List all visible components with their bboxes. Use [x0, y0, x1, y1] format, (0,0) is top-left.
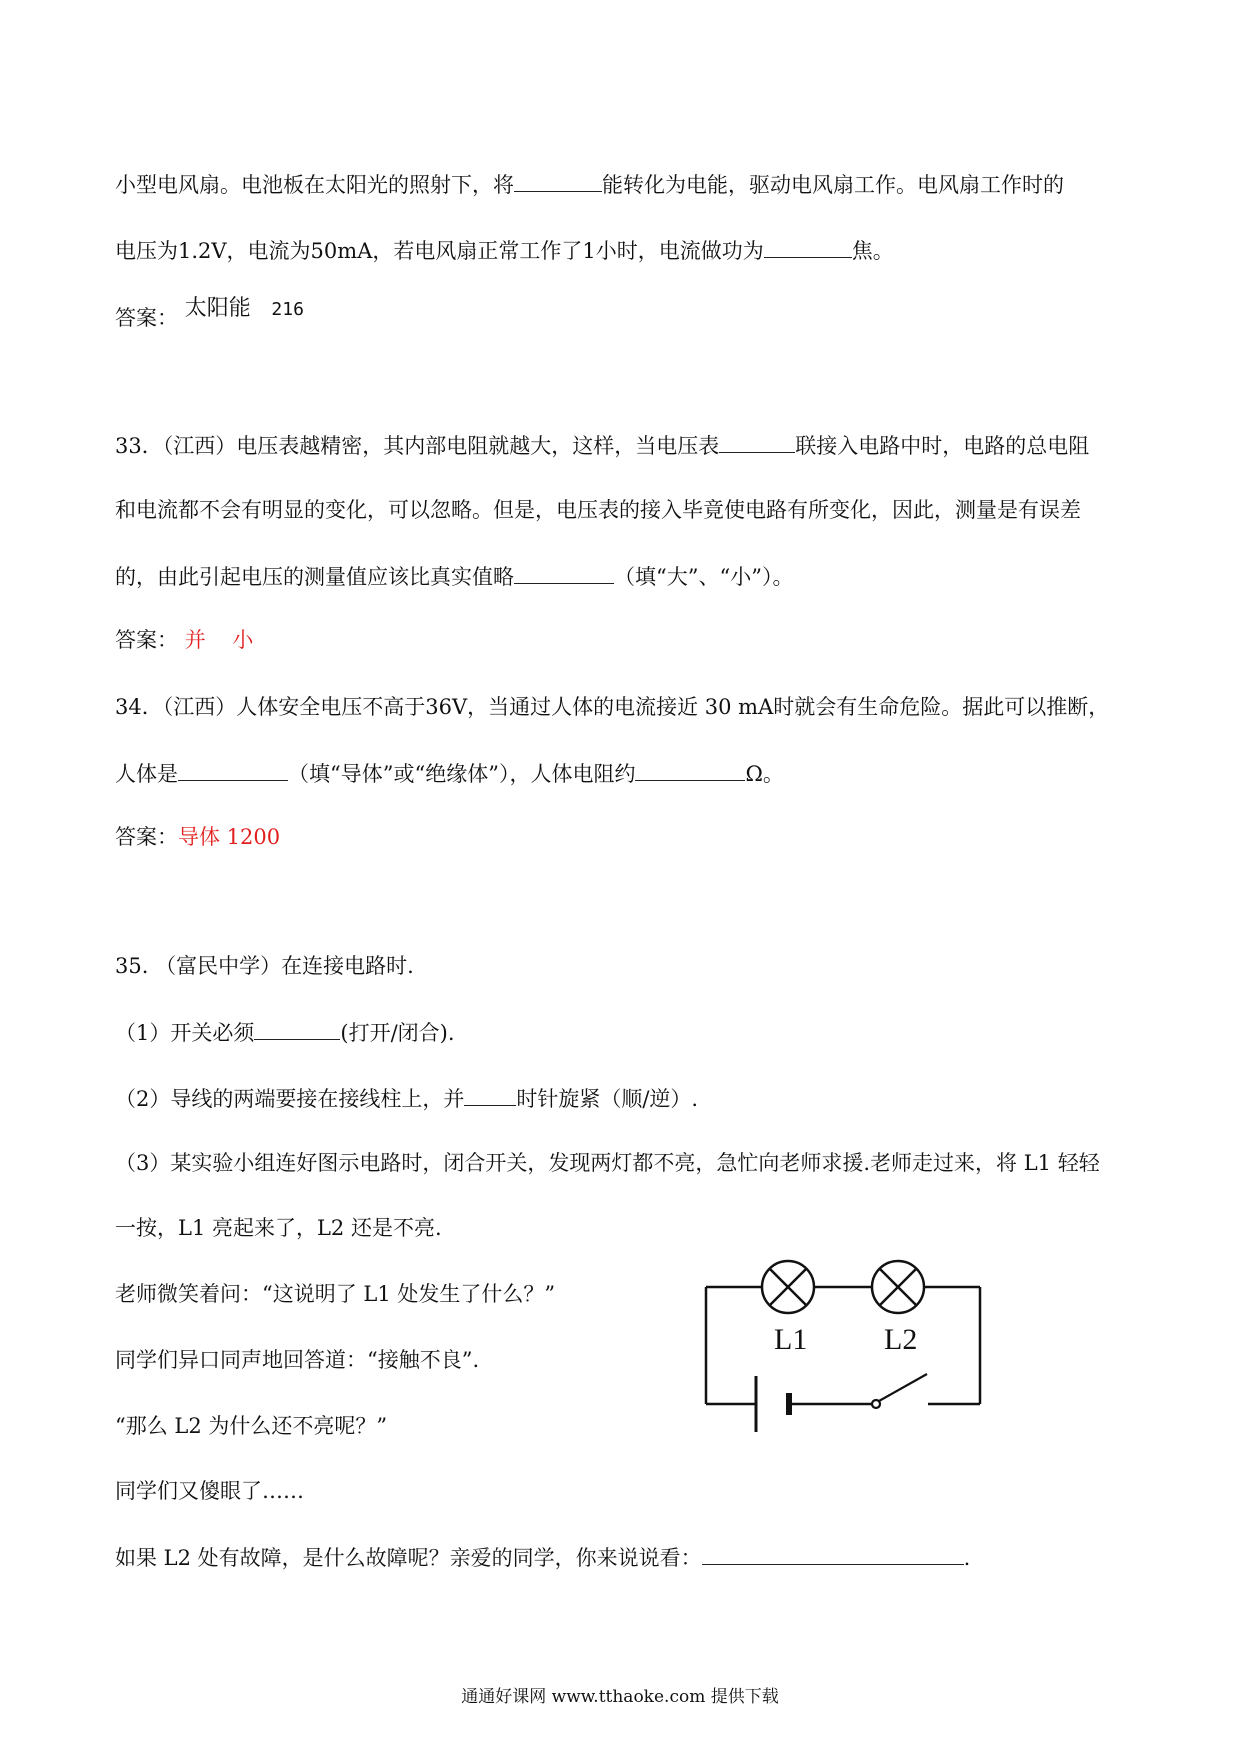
q34-answer	[115, 827, 280, 848]
q35-blank-2[interactable]	[464, 1087, 516, 1106]
q33-blank-1[interactable]	[719, 434, 795, 453]
q33-line-2	[115, 500, 1081, 521]
q34-text: 34．（江西）人体安全电压不高于36V，当通过人体的电流接近 30 mA时就会有生命危险。据此可以推断，	[115, 695, 1110, 719]
answer-label: 答案：	[115, 628, 178, 652]
q33-line-3	[115, 565, 793, 588]
q33-text: （填“大”、“小”）。	[614, 565, 794, 589]
q35-text: .	[963, 1546, 971, 1570]
answer-value: 并	[184, 628, 206, 652]
q35-part-2	[115, 1087, 698, 1110]
lamp-l2	[872, 1261, 924, 1313]
answer-value: 小	[232, 628, 254, 652]
q35-text: 老师微笑着问：“这说明了 L1 处发生了什么？”	[115, 1282, 556, 1306]
q35-title	[115, 956, 414, 977]
q34-blank-1[interactable]	[178, 762, 288, 781]
q32-text: 焦。	[851, 239, 894, 263]
q32-line-1	[115, 173, 1064, 196]
switch-icon	[872, 1374, 927, 1408]
q34-text: Ω。	[745, 762, 784, 786]
q32-blank-2[interactable]	[764, 239, 852, 258]
q34-text: （填“导体”或“绝缘体”），人体电阻约	[288, 762, 636, 786]
q32-answer	[115, 296, 304, 330]
lamp-l1-label: L1	[774, 1323, 808, 1356]
q32-text: 小型电风扇。电池板在太阳光的照射下，将	[115, 173, 514, 197]
q34-line-2	[115, 762, 784, 785]
q35-text: “那么 L2 为什么还不亮呢？”	[115, 1414, 388, 1438]
q32-blank-1[interactable]	[514, 173, 602, 192]
q35-blank-3[interactable]	[702, 1546, 964, 1565]
answer-label: 答案：	[115, 306, 178, 330]
lamp-l1	[762, 1261, 814, 1313]
q35-final	[115, 1546, 970, 1569]
q35-title-text: 35. （富民中学）在连接电路时.	[115, 954, 414, 978]
q33-answer	[115, 630, 253, 651]
q34-line-1	[115, 697, 1109, 718]
q35-text: 如果 L2 处有故障，是什么故障呢？亲爱的同学，你来说说看：	[115, 1546, 702, 1570]
q35-part-3-line-2	[115, 1218, 442, 1239]
q33-text: 的，由此引起电压的测量值应该比真实值略	[115, 565, 514, 589]
q33-text: 联接入电路中时，电路的总电阻	[795, 434, 1090, 458]
q35-part-1	[115, 1021, 455, 1044]
answer-value: 导体 1200	[178, 825, 281, 849]
q33-text: 33．（江西）电压表越精密，其内部电阻就越大，这样，当电压表	[115, 434, 720, 458]
q35-dialog-1	[115, 1284, 555, 1305]
q34-blank-2[interactable]	[635, 762, 745, 781]
q35-text: 同学们异口同声地回答道：“接触不良”.	[115, 1348, 480, 1372]
q35-text: 同学们又傻眼了……	[115, 1479, 304, 1503]
lamp-l2-label: L2	[884, 1323, 918, 1356]
q32-text: 能转化为电能，驱动电风扇工作。电风扇工作时的	[602, 173, 1064, 197]
q33-blank-2[interactable]	[514, 565, 614, 584]
answer-label: 答案：	[115, 825, 178, 849]
answer-value: 216	[271, 299, 304, 320]
page-footer: 通通好课网 www.tthaoke.com 提供下载	[461, 1687, 779, 1707]
q32-line-2	[115, 239, 894, 262]
q35-text: (打开/闭合).	[340, 1021, 455, 1045]
q35-blank-1[interactable]	[254, 1021, 340, 1040]
q33-text: 和电流都不会有明显的变化，可以忽略。但是，电压表的接入毕竟使电路有所变化，因此，测量是有误差	[115, 498, 1081, 522]
q35-part-3-line-1	[115, 1153, 1100, 1174]
battery-icon	[756, 1376, 789, 1432]
q35-text: （2）导线的两端要接在接线柱上，并	[115, 1087, 465, 1111]
q35-text: 一按，L1 亮起来了，L2 还是不亮.	[115, 1216, 442, 1240]
circuit-diagram	[690, 1250, 1010, 1450]
q35-text: （1）开关必须	[115, 1021, 255, 1045]
q34-text: 人体是	[115, 762, 178, 786]
q35-text: 时针旋紧（顺/逆）.	[516, 1087, 699, 1111]
q35-dialog-2	[115, 1350, 479, 1371]
q35-dialog-4	[115, 1481, 304, 1502]
q35-dialog-3	[115, 1416, 387, 1437]
q32-text: 电压为1.2V，电流为50mA，若电风扇正常工作了1小时，电流做功为	[115, 239, 764, 263]
q33-line-1	[115, 434, 1089, 457]
answer-value: 太阳能	[184, 296, 251, 321]
q35-text: （3）某实验小组连好图示电路时，闭合开关，发现两灯都不亮，急忙向老师求援.老师走过来，将 L1 轻轻	[115, 1151, 1100, 1175]
